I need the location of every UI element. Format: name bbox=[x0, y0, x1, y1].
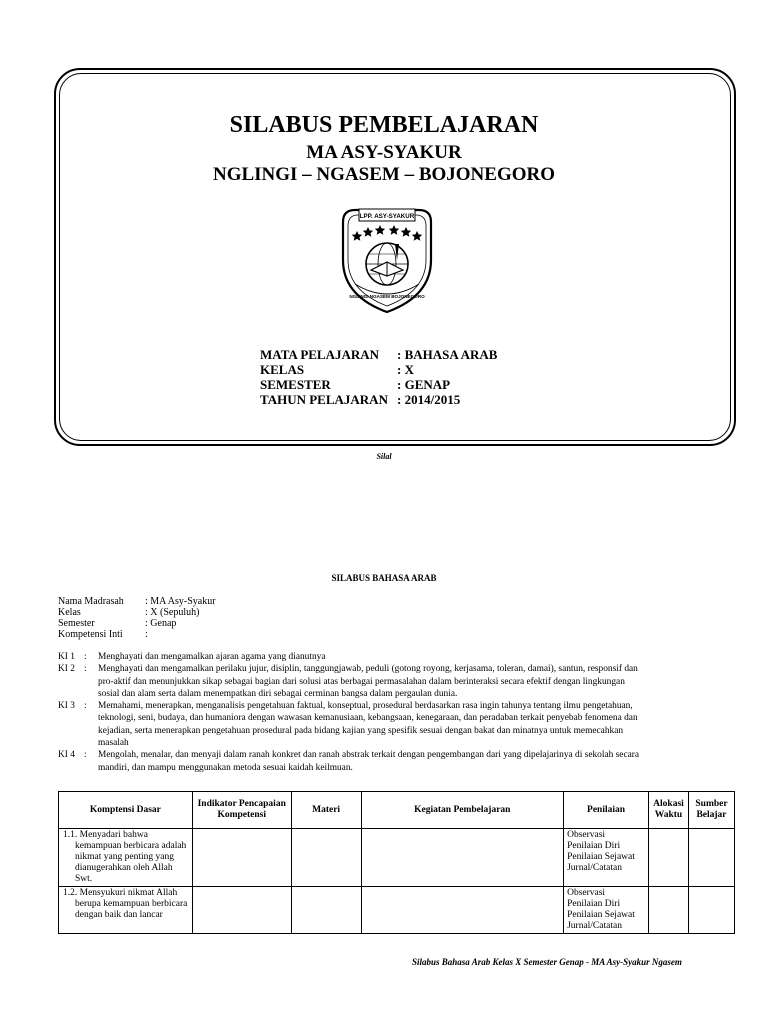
info-row-class bbox=[260, 362, 497, 377]
ki-colon: : bbox=[84, 664, 87, 675]
meta-label: Nama Madrasah bbox=[58, 596, 124, 607]
ki-code: KI 4 bbox=[58, 750, 75, 761]
kd-text: 1.2. Mensyukuri nikmat Allah berupa kemampuan berbicara dengan baik dan lancar bbox=[63, 888, 188, 920]
ki-text: Memahami, menerapkan, menganalisis pengetahuan faktual, konseptual, prosedural berdasarkan rasa ingin tahunya tentang ilmu pengetahuan, teknologi, seni, budaya, dan humaniora dengan wawasan kemanusiaan, kebangsaan, kenegaraan, dan peradaban terkait penyebab fenomena dan kejadian, serta menerapkan pengetahuan prosedural pada bidang kajian yang spesifik sesuai dengan bakat dan minatnya untuk memecahkan masalah bbox=[98, 701, 638, 749]
meta-label: Kelas bbox=[58, 607, 81, 618]
info-label: SEMESTER bbox=[260, 377, 331, 392]
ki-item bbox=[58, 700, 648, 749]
syllabus-meta bbox=[58, 596, 216, 640]
info-label: KELAS bbox=[260, 362, 305, 377]
table-header-row bbox=[59, 792, 735, 829]
meta-label: Kompetensi Inti bbox=[58, 629, 123, 640]
syllabus-title: SILABUS BAHASA ARAB bbox=[331, 573, 437, 583]
info-value: : 2014/2015 bbox=[397, 392, 461, 407]
ki-item bbox=[58, 663, 648, 700]
table-row bbox=[59, 887, 735, 934]
info-row-year bbox=[260, 392, 497, 407]
meta-value: : Genap bbox=[145, 618, 177, 629]
table-row bbox=[59, 829, 735, 887]
ki-text: Menghayati dan mengamalkan ajaran agama yang dianutnya bbox=[98, 652, 326, 662]
ki-colon: : bbox=[84, 652, 87, 662]
col-header: Indikator Pencapaian Kompetensi bbox=[192, 792, 291, 829]
info-label: TAHUN PELAJARAN bbox=[260, 392, 388, 407]
col-header: Sumber Belajar bbox=[688, 792, 734, 829]
penilaian-item: Penilaian Sejawat bbox=[567, 852, 635, 862]
meta-label: Semester bbox=[58, 618, 95, 629]
col-header: Penilaian bbox=[564, 792, 649, 829]
penilaian-item: Jurnal/Catatan bbox=[567, 921, 622, 931]
info-row-subject bbox=[260, 347, 497, 362]
col-header: Kegiatan Pembelajaran bbox=[361, 792, 564, 829]
empty-cell bbox=[649, 829, 689, 887]
meta-row bbox=[58, 596, 216, 607]
empty-cell bbox=[291, 887, 361, 934]
meta-value: : MA Asy-Syakur bbox=[145, 596, 216, 607]
penilaian-item: Observasi bbox=[567, 830, 606, 840]
ki-item bbox=[58, 749, 648, 774]
info-value: : X bbox=[397, 362, 414, 377]
ki-code: KI 3 bbox=[58, 701, 75, 712]
kd-text: 1.1. Menyadari bahwa kemampuan berbicara adalah nikmat yang penting yang dianugerahkan oleh Allah Swt. bbox=[63, 830, 187, 884]
ki-text: Menghayati dan mengamalkan perilaku jujur, disiplin, tanggungjawab, peduli (gotong royong, kerjasama, toleran, damai), santun, responsif dan pro-aktif dan menunjukkan sikap sebagai bagian dari solusi atas berbagai permasalahan dalam berinteraksi secara efektif dengan lingkungan sosial dan alam serta dalam menempatkan diri sebagai cerminan bangsa dalam pergaulan dunia. bbox=[98, 664, 638, 699]
kd-cell bbox=[59, 829, 193, 887]
empty-cell bbox=[361, 887, 564, 934]
page-footer: Silabus Bahasa Arab Kelas X Semester Genap - MA Asy-Syakur Ngasem bbox=[412, 957, 682, 967]
info-value: : GENAP bbox=[397, 377, 451, 392]
ki-text: Mengolah, menalar, dan menyaji dalam ranah konkret dan ranah abstrak terkait dengan pengembangan dari yang dipelajarinya di sekolah secara mandiri, dan mampu menggunakan metoda sesuai kaidah keilmuan. bbox=[98, 750, 640, 773]
ki-item bbox=[58, 651, 648, 663]
penilaian-item: Penilaian Sejawat bbox=[567, 910, 635, 920]
kd-cell bbox=[59, 887, 193, 934]
col-header: Materi bbox=[291, 792, 361, 829]
penilaian-cell bbox=[564, 887, 649, 934]
logo-bottom-text: NGLINGI NGASEM BOJONEGORO bbox=[349, 294, 425, 299]
empty-cell bbox=[192, 887, 291, 934]
penilaian-item: Observasi bbox=[567, 888, 606, 898]
ki-colon: : bbox=[84, 750, 87, 761]
penilaian-item: Jurnal/Catatan bbox=[567, 863, 622, 873]
cover-title: SILABUS PEMBELAJARAN bbox=[229, 112, 539, 138]
col-header: Alokasi Waktu bbox=[649, 792, 689, 829]
meta-value: : bbox=[145, 629, 148, 640]
school-emblem-icon bbox=[337, 200, 437, 316]
meta-row bbox=[58, 618, 216, 629]
empty-cell bbox=[688, 829, 734, 887]
empty-cell bbox=[688, 887, 734, 934]
cover-info bbox=[260, 347, 497, 407]
info-value: : BAHASA ARAB bbox=[397, 347, 498, 362]
cover-location: NGLINGI – NGASEM – BOJONEGORO bbox=[212, 164, 556, 185]
penilaian-item: Penilaian Diri bbox=[567, 899, 621, 909]
penilaian-cell bbox=[564, 829, 649, 887]
meta-row bbox=[58, 629, 216, 640]
empty-cell bbox=[649, 887, 689, 934]
meta-value: : X (Sepuluh) bbox=[145, 607, 200, 618]
cover-school: MA ASY-SYAKUR bbox=[306, 142, 462, 163]
penilaian-item: Penilaian Diri bbox=[567, 841, 621, 851]
ki-code: KI 1 bbox=[58, 652, 75, 662]
kompetensi-inti-list bbox=[58, 651, 648, 774]
empty-cell bbox=[291, 829, 361, 887]
col-header: Komptensi Dasar bbox=[59, 792, 193, 829]
meta-row bbox=[58, 607, 216, 618]
syllabus-table bbox=[58, 791, 735, 934]
logo-top-text: LPP. ASY-SYAKUR bbox=[359, 213, 415, 220]
cover-footer: Silal bbox=[376, 452, 392, 461]
info-label: MATA PELAJARAN bbox=[260, 347, 380, 362]
ki-code: KI 2 bbox=[58, 664, 75, 675]
empty-cell bbox=[361, 829, 564, 887]
empty-cell bbox=[192, 829, 291, 887]
info-row-semester bbox=[260, 377, 497, 392]
ki-colon: : bbox=[84, 701, 87, 712]
